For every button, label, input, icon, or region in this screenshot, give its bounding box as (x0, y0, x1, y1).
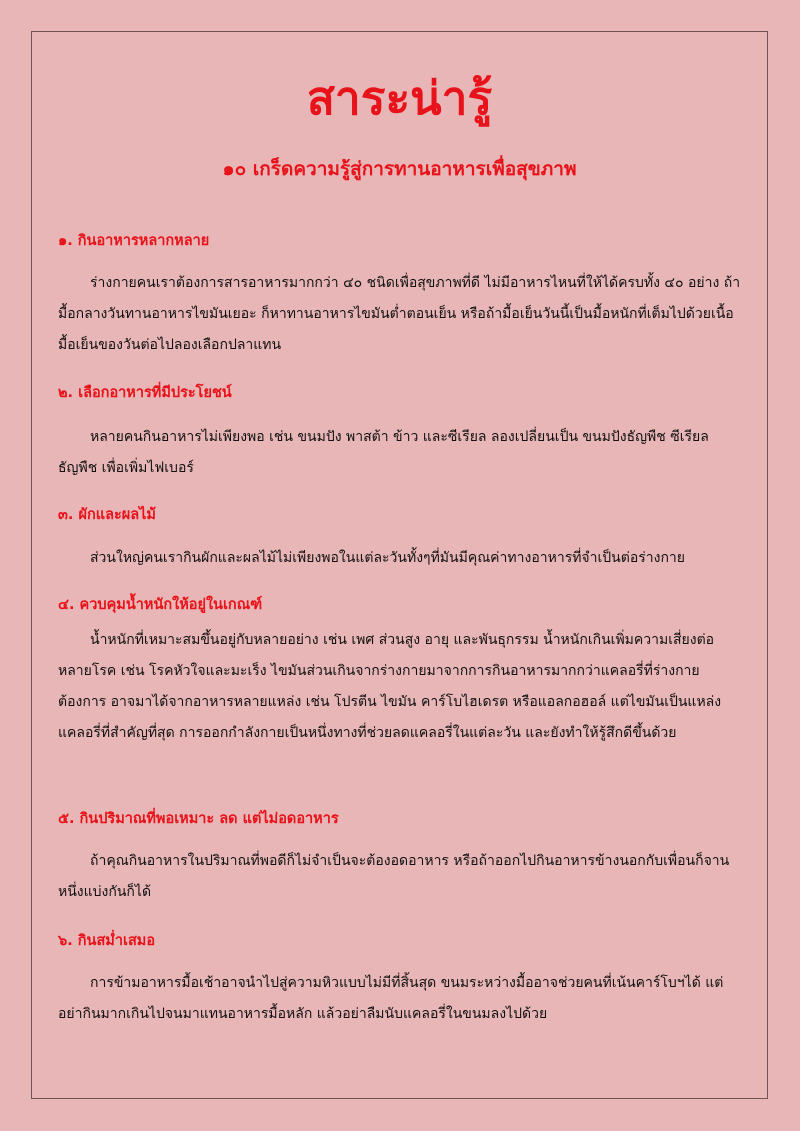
section-body-1: ร่างกายคนเราต้องการสารอาหารมากกว่า ๔๐ ชนิดเพื่อสุขภาพที่ดี ไม่มีอาหารไหนที่ให้ได้ครบทั้ง ๔๐ อย่าง ถ้ามื้อกลางวันทานอาหารไขมันเยอะ ก็หาทานอาหารไขมันต่ำตอนเย็น หรือถ้ามื้อเย็นวันนี้เป็นมื้อหนักที่เต็มไปด้วยเนื้อ มื้อเย็นของวันต่อไปลองเลือกปลาแทน (58, 275, 741, 353)
section-body-5: ถ้าคุณกินอาหารในปริมาณที่พอดีก็ไม่จำเป็นจะต้องอดอาหาร หรือถ้าออกไปกินอาหารข้างนอกกับเพื่อนก็จานหนึ่งแบ่งกันก็ได้ (58, 853, 730, 900)
section-body-4: น้ำหนักที่เหมาะสมขึ้นอยู่กับหลายอย่าง เช่น เพศ ส่วนสูง อายุ และพันธุกรรม น้ำหนักเกินเพิ่มความเสี่ยงต่อหลายโรค เช่น โรคหัวใจและมะเร็ง ไขมันส่วนเกินจากร่างกายมาจากการกินอาหารมากกว่าแคลอรี่ที่ร่างกายต้องการ อาจมาได้จากอาหารหลายแหล่ง เช่น โปรตีน ไขมัน คาร์โบไฮเดรต หรือแอลกอฮอล์ แต่ไขมันเป็นแหล่งแคลอรี่ที่สำคัญที่สุด การออกกำลังกายเป็นหนึ่งทางที่ช่วยลดแคลอรี่ในแต่ละวัน และยังทำให้รู้สึกดีขึ้นด้วย (58, 632, 722, 741)
section-heading-4: ๔. ควบคุมน้ำหนักให้อยู่ในเกณฑ์ (58, 597, 263, 613)
section-heading-6: ๖. กินสม่ำเสมอ (58, 933, 156, 949)
section-heading-3: ๓. ผักและผลไม้ (58, 507, 156, 523)
section-heading-1: ๑. กินอาหารหลากหลาย (58, 233, 210, 249)
section-body-3: ส่วนใหญ่คนเรากินผักและผลไม้ไม่เพียงพอในแต่ละวันทั้งๆที่มันมีคุณค่าทางอาหารที่จำเป็นต่อร่างกาย (90, 550, 685, 566)
page-title: สาระน่ารู้ (306, 71, 493, 125)
section-body-6: การข้ามอาหารมื้อเช้าอาจนำไปสู่ความหิวแบบไม่มีที่สิ้นสุด ขนมระหว่างมื้ออาจช่วยคนที่เน้นคาร์โบฯได้ แต่อย่ากินมากเกินไปจนมาแทนอาหารมื้อหลัก แล้วอย่าลืมนับแคลอรี่ในขนมลงไปด้วย (58, 975, 724, 1022)
section-body-2: หลายคนกินอาหารไม่เพียงพอ เช่น ขนมปัง พาสต้า ข้าว และซีเรียล ลองเปลี่ยนเป็น ขนมปังธัญพืช ซีเรียล ธัญพืช เพื่อเพิ่มไฟเบอร์ (58, 429, 709, 476)
section-heading-5: ๕. กินปริมาณที่พอเหมาะ ลด แต่ไม่อดอาหาร (58, 811, 339, 827)
page-subtitle: ๑๐ เกร็ดความรู้สู่การทานอาหารเพื่อสุขภาพ (222, 158, 577, 180)
section-heading-2: ๒. เลือกอาหารที่มีประโยชน์ (58, 385, 232, 401)
